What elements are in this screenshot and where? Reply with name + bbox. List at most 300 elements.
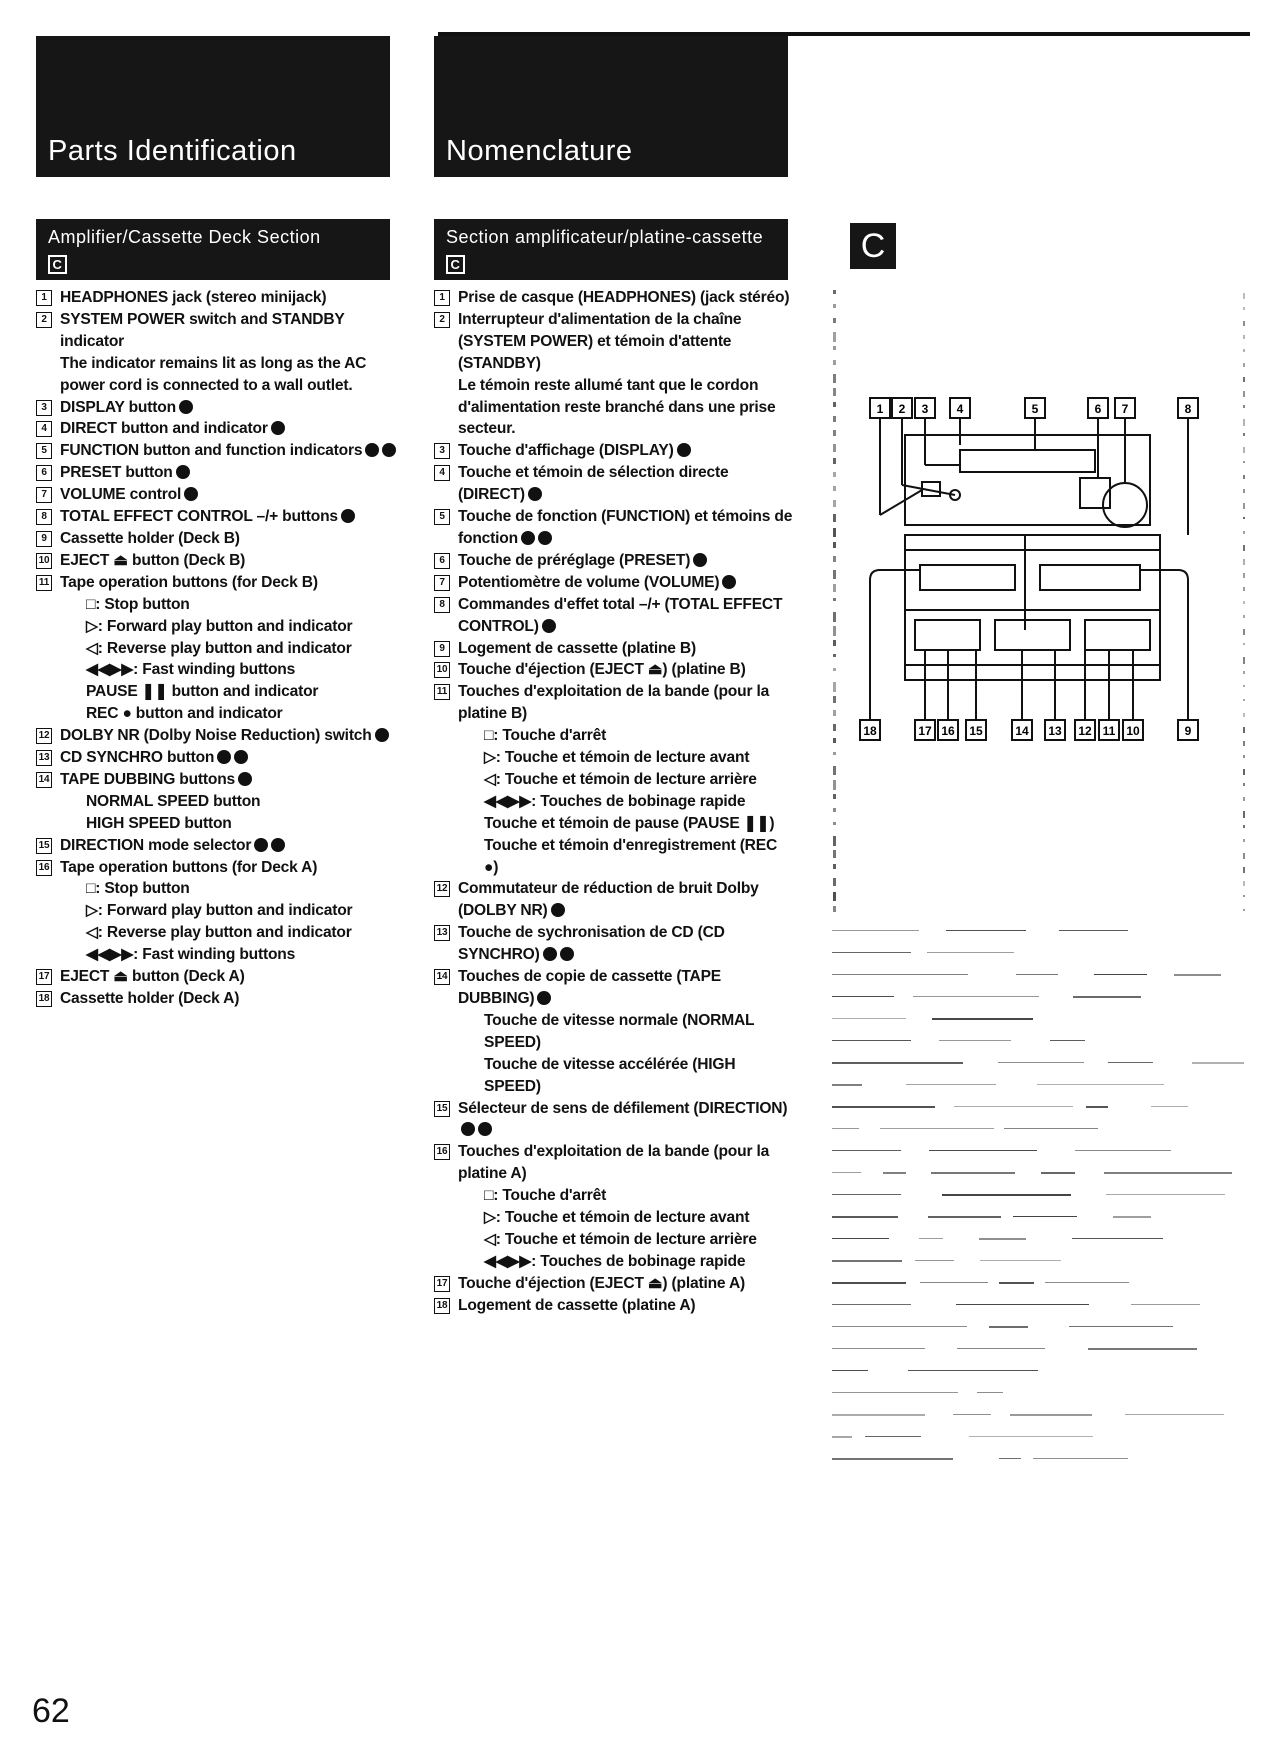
reference-dot-icon: [551, 903, 565, 917]
scan-mark: [969, 1436, 1093, 1437]
scan-mark: [956, 1304, 1089, 1305]
scan-mark: [1243, 867, 1245, 873]
scan-mark: [1243, 545, 1245, 551]
scan-mark: [1086, 1106, 1108, 1108]
scan-mark: [1151, 1106, 1188, 1107]
item-subtext: NORMAL SPEED button: [86, 792, 261, 810]
scan-mark: [1243, 419, 1245, 426]
scan-mark: [833, 360, 836, 365]
item-number: 3: [434, 443, 450, 459]
scan-mark: [833, 892, 836, 901]
item-number: 4: [434, 465, 450, 481]
scan-mark: [1243, 685, 1245, 687]
item-number: 13: [36, 750, 52, 766]
item-subtext: HIGH SPEED button: [86, 814, 232, 832]
item-subtext: ◀◀▶▶: Touches de bobinage rapide: [484, 1252, 746, 1270]
item-subtext: ▷: Touche et témoin de lecture avant: [484, 749, 750, 767]
scan-mark: [833, 696, 836, 703]
scan-mark: [1073, 996, 1141, 998]
list-item: [434, 1295, 794, 1317]
callout-number: 13: [1048, 724, 1062, 738]
scan-mark: [1243, 601, 1245, 604]
scan-mark: [832, 952, 911, 953]
scan-mark: [939, 1040, 1011, 1041]
item-number: 8: [434, 597, 450, 613]
section-title-en: Amplifier/Cassette Deck Section: [48, 227, 321, 247]
item-number: 10: [36, 553, 52, 569]
item-subtext: PAUSE ❚❚ button and indicator: [86, 683, 319, 701]
scan-mark: [833, 906, 836, 912]
reference-dot-icon: [722, 575, 736, 589]
scan-mark: [1243, 475, 1245, 479]
reference-dot-icon: [271, 421, 285, 435]
scan-mark: [957, 1348, 1045, 1349]
scan-mark: [833, 836, 836, 846]
scan-mark: [832, 1062, 963, 1064]
list-item: [434, 878, 794, 922]
item-number: 2: [434, 312, 450, 328]
scan-mark: [833, 640, 836, 646]
list-item: [36, 988, 398, 1010]
item-number: 17: [36, 969, 52, 985]
item-subtext: Touche et témoin d'enregistrement (REC ●): [484, 836, 778, 876]
list-item: [36, 397, 398, 419]
scan-mark: [1243, 433, 1245, 436]
reference-dot-icon: [341, 509, 355, 523]
list-item: [36, 462, 398, 484]
reference-dot-icon: [543, 947, 557, 961]
cassette-holder-a: [920, 565, 1015, 590]
scan-mark: [832, 1128, 859, 1129]
item-number: 16: [434, 1144, 450, 1160]
item-subtext: ◁: Reverse play button and indicator: [86, 639, 352, 657]
callout-number: 18: [863, 724, 877, 738]
reference-dot-icon: [179, 400, 193, 414]
list-item: [434, 638, 794, 660]
item-number: 7: [36, 487, 52, 503]
item-number: 18: [434, 1298, 450, 1314]
item-text: Sélecteur de sens de défilement (DIRECTION): [458, 1098, 794, 1142]
item-subtext: □: Stop button: [86, 880, 190, 898]
scan-mark: [832, 1458, 953, 1460]
item-subtext: REC ● button and indicator: [86, 705, 283, 723]
item-text: DIRECTION mode selector: [60, 835, 398, 857]
reference-dot-icon: [271, 838, 285, 852]
scan-mark: [1243, 559, 1245, 565]
scan-mark: [1243, 405, 1245, 408]
section-badge-en: C: [48, 255, 67, 274]
scan-mark: [1243, 447, 1245, 453]
list-item: [36, 769, 398, 835]
scan-mark: [1243, 769, 1245, 775]
page-title-en: Parts Identification: [48, 135, 297, 167]
scan-mark: [832, 1436, 852, 1438]
scan-mark: [1106, 1194, 1225, 1195]
cassette-deck-body: [905, 535, 1160, 680]
callout-number: 3: [921, 402, 929, 416]
scan-mark: [833, 878, 836, 886]
callout-number: 1: [876, 402, 884, 416]
dubbing-buttons: [995, 620, 1070, 650]
deck-b-buttons: [1085, 620, 1150, 650]
scan-mark: [929, 1150, 1037, 1151]
reference-dot-icon: [365, 443, 379, 457]
callout-number: 10: [1126, 724, 1140, 738]
reference-dot-icon: [478, 1122, 492, 1136]
scan-mark: [833, 654, 836, 657]
diagram-top-callouts: [870, 398, 1198, 418]
scan-mark: [1072, 1238, 1163, 1239]
scan-mark: [832, 1238, 889, 1239]
list-item: [36, 506, 398, 528]
scan-mark: [833, 822, 836, 825]
item-text: Potentiomètre de volume (VOLUME): [458, 572, 794, 594]
scan-mark: [998, 1062, 1084, 1063]
item-text: Touches d'exploitation de la bande (pour la platine A): [458, 1143, 770, 1183]
scan-mark: [833, 780, 836, 790]
item-subtext: ◀◀▶▶: Fast winding buttons: [86, 946, 296, 964]
list-item: [36, 528, 398, 550]
cassette-holder-b: [1040, 565, 1140, 590]
scan-mark: [832, 1150, 901, 1151]
list-item: [434, 594, 794, 638]
callout-number: 16: [941, 724, 955, 738]
scan-mark: [1243, 839, 1245, 842]
item-text: PRESET button: [60, 462, 398, 484]
item-text: Tape operation buttons (for Deck B): [60, 573, 318, 591]
item-text: TAPE DUBBING buttons: [60, 769, 398, 791]
page-number: 62: [32, 1692, 70, 1730]
scan-mark: [1243, 489, 1245, 493]
item-text: TOTAL EFFECT CONTROL –/+ buttons: [60, 506, 398, 528]
list-item: [434, 440, 794, 462]
scan-mark: [833, 612, 836, 622]
reference-dot-icon: [560, 947, 574, 961]
scan-mark: [1243, 293, 1245, 299]
item-text: Touches de copie de cassette (TAPE DUBBING): [458, 968, 721, 1007]
item-subtext: ◁: Touche et témoin de lecture arrière: [484, 770, 757, 788]
scan-mark: [1045, 1282, 1129, 1283]
reference-dot-icon: [538, 531, 552, 545]
item-number: 8: [36, 509, 52, 525]
item-number: 2: [36, 312, 52, 328]
item-text: Touche de préréglage (PRESET): [458, 550, 794, 572]
scan-mark: [1016, 974, 1058, 975]
item-number: 5: [434, 509, 450, 525]
scan-mark: [915, 1260, 954, 1261]
reference-dot-icon: [254, 838, 268, 852]
callout-number: 17: [918, 724, 932, 738]
scan-mark: [865, 1436, 921, 1437]
scan-mark: [920, 1282, 988, 1283]
item-text: CD SYNCHRO button: [60, 747, 398, 769]
item-number: 4: [36, 421, 52, 437]
scan-mark: [833, 794, 836, 799]
scan-mark: [833, 584, 836, 592]
item-number: 15: [434, 1101, 450, 1117]
list-item: [36, 747, 398, 769]
item-number: 13: [434, 925, 450, 941]
list-item: [434, 462, 794, 506]
item-number: 12: [36, 728, 52, 744]
scan-mark: [1243, 531, 1245, 534]
scan-mark: [833, 430, 836, 436]
scan-mark: [953, 1414, 991, 1415]
item-number: 6: [434, 553, 450, 569]
list-item: [36, 287, 398, 309]
item-text: DIRECT button and indicator: [60, 418, 398, 440]
scan-mark: [946, 930, 1026, 931]
item-number: 14: [36, 772, 52, 788]
scan-mark: [833, 738, 836, 743]
list-item: [36, 857, 398, 967]
item-text: Cassette holder (Deck A): [60, 990, 240, 1007]
item-number: 18: [36, 991, 52, 1007]
item-text: Tape operation buttons (for Deck A): [60, 858, 318, 876]
scan-mark: [833, 766, 836, 775]
scan-mark: [833, 444, 836, 452]
list-item: [434, 1098, 794, 1142]
page-title-fr: Nomenclature: [446, 135, 633, 167]
scan-mark: [833, 416, 836, 422]
scan-mark: [1131, 1304, 1200, 1305]
list-item: [36, 550, 398, 572]
item-text: Interrupteur d'alimentation de la chaîne (SYSTEM POWER) et témoin d'attente (STANDBY): [458, 310, 742, 372]
scan-mark: [832, 1084, 862, 1086]
item-subtext: ◁: Reverse play button and indicator: [86, 924, 352, 942]
scan-mark: [1243, 573, 1245, 578]
item-number: 16: [36, 860, 52, 876]
section-header-fr: [434, 219, 788, 280]
list-item: [434, 922, 794, 966]
scan-mark: [1243, 391, 1245, 397]
item-text: Commutateur de réduction de bruit Dolby (DOLBY NR): [458, 880, 759, 920]
item-subtext: Touche et témoin de pause (PAUSE ❚❚): [484, 814, 775, 832]
reference-dot-icon: [542, 619, 556, 633]
diagram-label: C: [850, 223, 896, 269]
display-window: [960, 450, 1095, 472]
scan-mark: [908, 1370, 1038, 1371]
scan-mark: [1174, 974, 1221, 976]
scan-mark: [1094, 974, 1147, 975]
item-text: Touche d'affichage (DISPLAY): [458, 440, 794, 462]
reference-dot-icon: [176, 465, 190, 479]
scan-mark: [833, 598, 836, 601]
scan-mark: [927, 952, 1014, 953]
reference-dot-icon: [537, 991, 551, 1005]
scan-mark: [1243, 713, 1245, 717]
scan-mark: [1004, 1128, 1098, 1129]
scan-mark: [833, 458, 836, 464]
reference-dot-icon: [234, 750, 248, 764]
parts-list-en: [36, 287, 398, 1010]
item-text: DOLBY NR (Dolby Noise Reduction) switch: [60, 725, 398, 747]
item-number: 1: [434, 290, 450, 306]
item-subtext: ▷: Touche et témoin de lecture avant: [484, 1209, 750, 1227]
scan-mark: [913, 996, 1039, 997]
item-subtext: ▷: Forward play button and indicator: [86, 617, 353, 635]
list-item: [36, 572, 398, 725]
deck-a-buttons: [915, 620, 980, 650]
scan-mark: [1243, 783, 1245, 786]
item-text: DISPLAY button: [60, 397, 398, 419]
list-item: [434, 506, 794, 550]
scan-mark: [880, 1128, 994, 1129]
scan-mark: [1069, 1326, 1173, 1327]
item-text: HEADPHONES jack (stereo minijack): [60, 289, 327, 306]
stereo-front-panel-diagram: [830, 280, 1250, 780]
scan-mark: [1243, 825, 1245, 828]
scan-mark: [1192, 1062, 1244, 1064]
scan-mark: [1113, 1216, 1151, 1218]
scan-mark: [1243, 643, 1245, 645]
scan-mark: [833, 752, 836, 755]
scan-mark: [833, 570, 836, 579]
reference-dot-icon: [693, 553, 707, 567]
scan-mark: [999, 1458, 1021, 1459]
list-item: [434, 1273, 794, 1295]
reference-dot-icon: [238, 772, 252, 786]
scan-mark: [833, 346, 836, 350]
item-number: 5: [36, 443, 52, 459]
scan-mark: [832, 1216, 898, 1218]
scan-mark: [833, 864, 836, 869]
scan-mark: [883, 1172, 906, 1174]
item-number: 15: [36, 838, 52, 854]
scan-mark: [1088, 1348, 1197, 1350]
scan-mark: [1075, 1150, 1171, 1151]
item-subtext: ◀◀▶▶: Fast winding buttons: [86, 661, 296, 679]
scan-mark: [1243, 517, 1245, 519]
scan-mark: [832, 930, 919, 931]
item-text: Touche d'éjection (EJECT ⏏) (platine A): [458, 1274, 746, 1292]
scan-mark: [1243, 811, 1245, 818]
scan-mark: [833, 332, 836, 342]
list-item: [434, 287, 794, 309]
scan-mark: [1243, 587, 1245, 591]
item-number: 3: [36, 400, 52, 416]
item-text: SYSTEM POWER switch and STANDBY indicator: [60, 310, 345, 350]
item-text: Logement de cassette (platine A): [458, 1296, 696, 1314]
callout-number: 7: [1121, 402, 1129, 416]
scan-mark: [833, 528, 836, 537]
item-number: 6: [36, 465, 52, 481]
scan-mark: [832, 1414, 925, 1416]
scan-mark: [833, 374, 836, 383]
scan-mark: [832, 1018, 906, 1019]
title-banner-fr: [434, 36, 788, 177]
list-item: [434, 966, 794, 1097]
scan-mark: [833, 514, 836, 522]
scan-mark: [1243, 349, 1245, 352]
scan-mark: [1243, 363, 1245, 367]
scan-mark: [1050, 1040, 1085, 1041]
scan-mark: [1243, 629, 1245, 635]
item-text: Logement de cassette (platine B): [458, 639, 696, 657]
section-badge-fr: C: [446, 255, 465, 274]
item-text: EJECT ⏏ button (Deck A): [60, 968, 245, 986]
reference-dot-icon: [677, 443, 691, 457]
callout-number: 4: [956, 402, 964, 416]
callout-number: 2: [898, 402, 906, 416]
scan-mark: [832, 974, 968, 975]
scan-mark: [833, 556, 836, 562]
item-subtext: □: Touche d'arrêt: [484, 1187, 607, 1205]
item-text: Prise de casque (HEADPHONES) (jack stéréo): [458, 289, 790, 306]
item-number: 9: [434, 641, 450, 657]
scan-mark: [833, 724, 836, 731]
scan-mark: [833, 290, 836, 294]
scan-mark: [832, 1260, 902, 1262]
scan-mark: [919, 1238, 943, 1239]
item-number: 9: [36, 531, 52, 547]
reference-dot-icon: [217, 750, 231, 764]
scan-mark: [832, 1282, 906, 1284]
list-item: [434, 681, 794, 878]
item-subtext: □: Touche d'arrêt: [484, 727, 607, 745]
scan-mark: [832, 996, 894, 997]
scan-mark: [1243, 727, 1245, 733]
scan-mark: [1243, 671, 1245, 674]
amplifier-panel: [905, 435, 1150, 525]
list-item: [36, 966, 398, 988]
item-number: 12: [434, 881, 450, 897]
scan-mark: [1243, 881, 1245, 886]
scan-mark: [833, 808, 836, 812]
scan-mark: [954, 1106, 1073, 1107]
item-text: Touche d'éjection (EJECT ⏏) (platine B): [458, 661, 746, 679]
scan-mark: [931, 1172, 1015, 1174]
scan-mark: [1243, 741, 1245, 746]
scan-mark: [1243, 657, 1245, 664]
item-number: 14: [434, 969, 450, 985]
list-item: [36, 440, 398, 462]
callout-number: 5: [1031, 402, 1039, 416]
item-subtext: ◁: Touche et témoin de lecture arrière: [484, 1230, 757, 1248]
scan-mark: [1059, 930, 1128, 931]
reference-dot-icon: [184, 487, 198, 501]
parts-list-fr: [434, 287, 794, 1317]
list-item: [36, 418, 398, 440]
callout-number: 15: [969, 724, 983, 738]
scan-mark: [980, 1260, 1061, 1261]
list-item: [434, 1141, 794, 1272]
scan-mark: [1010, 1414, 1092, 1416]
item-number: 11: [434, 684, 450, 700]
scan-mark: [833, 472, 836, 477]
list-item: [434, 309, 794, 440]
item-text: Commandes d'effet total –/+ (TOTAL EFFECT CONTROL): [458, 595, 783, 635]
scan-mark: [1013, 1216, 1077, 1217]
scan-mark: [832, 1370, 868, 1371]
reference-dot-icon: [382, 443, 396, 457]
item-subtext: Touche de vitesse normale (NORMAL SPEED): [484, 1011, 755, 1051]
item-text: Cassette holder (Deck B): [60, 529, 240, 547]
item-subtext: □: Stop button: [86, 595, 190, 613]
list-item: [434, 572, 794, 594]
scan-mark: [833, 710, 836, 716]
scan-mark: [832, 1326, 967, 1327]
scan-mark: [979, 1238, 1026, 1240]
item-text: The indicator remains lit as long as the AC power cord is connected to a wall outlet.: [60, 354, 367, 394]
scan-mark: [833, 668, 836, 671]
callout-number: 11: [1102, 724, 1116, 738]
callout-number: 12: [1078, 724, 1092, 738]
item-text: Touche de fonction (FUNCTION) et témoins de fonction: [458, 508, 793, 547]
item-number: 11: [36, 575, 52, 591]
item-text: Touche de sychronisation de CD (CD SYNCHRO): [458, 924, 725, 964]
scan-mark: [1041, 1172, 1075, 1174]
